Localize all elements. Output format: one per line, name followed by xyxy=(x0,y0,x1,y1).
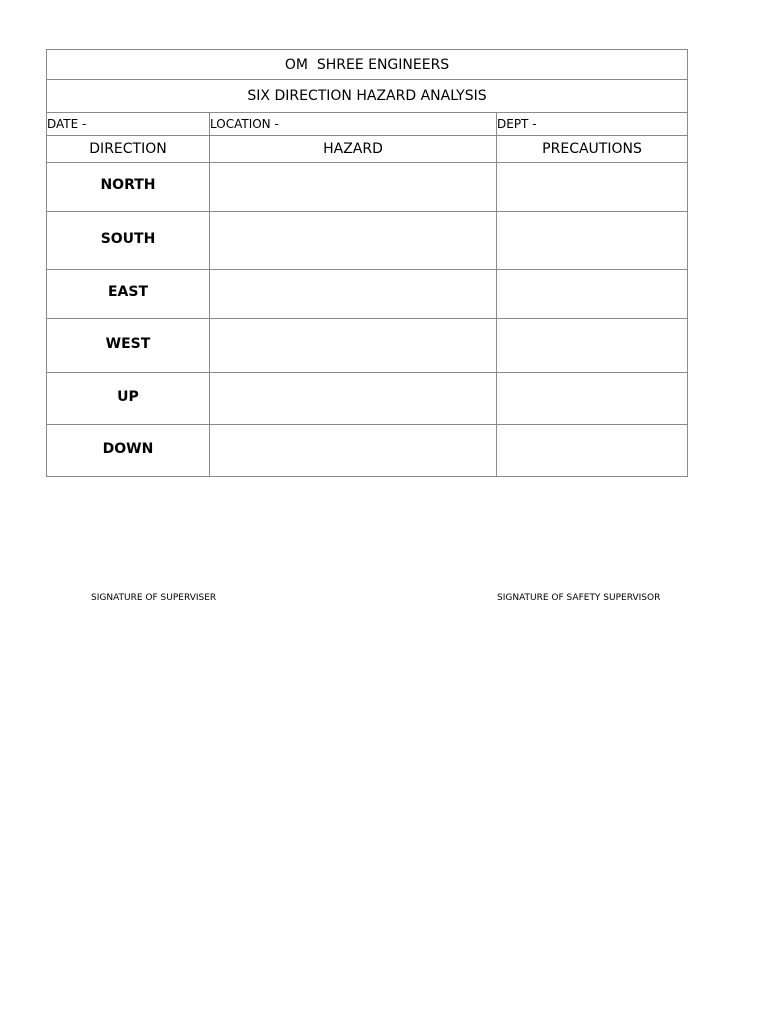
hazard-cell[interactable] xyxy=(210,212,497,270)
direction-cell xyxy=(47,319,210,373)
supervisor-signature-label: SIGNATURE OF SUPERVISER xyxy=(91,593,217,603)
form-title: SIX DIRECTION HAZARD ANALYSIS xyxy=(47,80,688,113)
direction-cell xyxy=(47,425,210,477)
meta-row xyxy=(47,113,688,136)
hazard-cell[interactable] xyxy=(210,270,497,319)
column-header-direction: DIRECTION xyxy=(47,136,210,163)
direction-label: UP xyxy=(117,388,139,405)
precautions-cell[interactable] xyxy=(497,212,688,270)
direction-label: NORTH xyxy=(100,177,156,193)
direction-cell xyxy=(47,212,210,270)
direction-cell xyxy=(47,270,210,319)
direction-cell xyxy=(47,163,210,212)
title-row xyxy=(47,80,688,113)
precautions-cell[interactable] xyxy=(497,270,688,319)
direction-label: EAST xyxy=(107,284,149,300)
column-header-hazard: HAZARD xyxy=(210,136,497,163)
direction-cell xyxy=(47,373,210,425)
precautions-cell[interactable] xyxy=(497,425,688,477)
hazard-analysis-sheet xyxy=(46,49,687,477)
company-row xyxy=(47,50,688,80)
column-header-row xyxy=(47,136,688,163)
precautions-cell[interactable] xyxy=(497,373,688,425)
location-field[interactable]: LOCATION - xyxy=(210,113,497,136)
table-row xyxy=(47,212,688,270)
table-row xyxy=(47,270,688,319)
safety-supervisor-signature-label: SIGNATURE OF SAFETY SUPERVISOR xyxy=(497,593,661,603)
direction-label: SOUTH xyxy=(100,230,156,247)
column-header-precautions: PRECAUTIONS xyxy=(497,136,688,163)
direction-label: DOWN xyxy=(102,440,154,457)
table-row xyxy=(47,425,688,477)
company-name: OM SHREE ENGINEERS xyxy=(47,50,688,80)
hazard-cell[interactable] xyxy=(210,425,497,477)
date-field[interactable]: DATE - xyxy=(47,113,210,136)
precautions-cell[interactable] xyxy=(497,319,688,373)
table-row xyxy=(47,163,688,212)
table-row xyxy=(47,373,688,425)
precautions-cell[interactable] xyxy=(497,163,688,212)
hazard-cell[interactable] xyxy=(210,373,497,425)
hazard-cell[interactable] xyxy=(210,319,497,373)
hazard-analysis-table xyxy=(46,49,688,477)
table-row xyxy=(47,319,688,373)
direction-label: WEST xyxy=(105,335,151,352)
hazard-cell[interactable] xyxy=(210,163,497,212)
dept-field[interactable]: DEPT - xyxy=(497,113,688,136)
